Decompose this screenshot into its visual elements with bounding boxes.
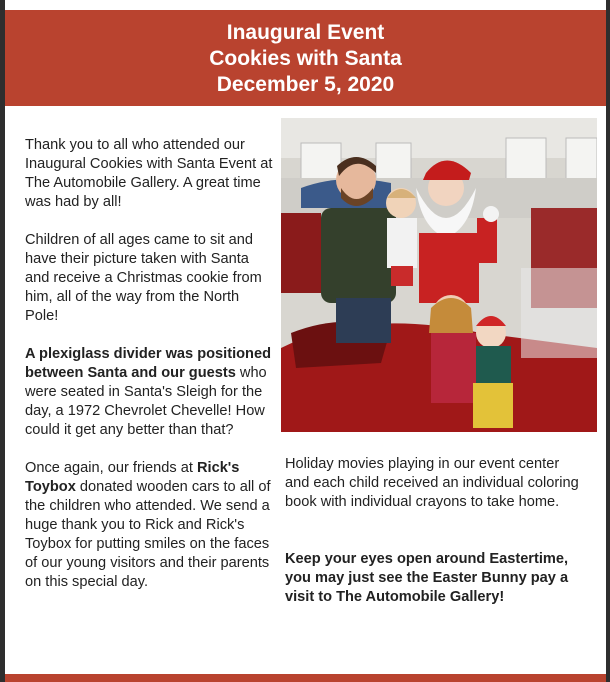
thank-you-paragraph: Thank you to all who attended our Inaugural Cookies with Santa Event at The Automobile Gallery. A great time was had by all! <box>25 137 273 210</box>
santa-photo <box>281 118 597 432</box>
left-column <box>25 136 275 611</box>
children-paragraph: Children of all ages came to sit and have their picture taken with Santa and receive a Christmas cookie from him, all of the way from the North Pole! <box>25 232 262 324</box>
easter-bold-text: Keep your eyes open around Eastertime, you may just see the Easter Bunny pay a visit to The Automobile Gallery! <box>285 551 569 605</box>
santa-photo-illustration <box>281 118 597 432</box>
header-date: December 5, 2020 <box>216 73 395 96</box>
toybox-text-a: Once again, our friends at <box>25 460 197 476</box>
toybox-bold-text: Rick's Toybox <box>25 460 240 495</box>
toybox-text-b: donated wooden cars to all of the children who attended. We send a huge thank you to Rick and Rick's Toybox for putting smiles on the faces of our young visitors and their parents on this special day. <box>25 479 271 590</box>
plexiglass-text: who were seated in Santa's Sleigh for the day, a 1972 Chevrolet Chevelle! How could it get any better than that? <box>25 365 267 438</box>
header-title: Inaugural Event <box>226 21 385 44</box>
easter-paragraph <box>285 550 585 607</box>
footer-accent-bar <box>5 674 606 682</box>
plexiglass-paragraph <box>25 345 275 440</box>
movies-paragraph: Holiday movies playing in our event center and each child received an individual coloring book with individual crayons to take home. <box>285 456 579 510</box>
event-header <box>5 10 606 106</box>
header-subtitle: Cookies with Santa <box>209 47 402 70</box>
plexiglass-bold-text: A plexiglass divider was positioned between Santa and our guests <box>25 346 271 381</box>
newsletter-card <box>5 0 606 682</box>
toybox-paragraph <box>25 459 275 592</box>
right-column <box>285 455 585 607</box>
